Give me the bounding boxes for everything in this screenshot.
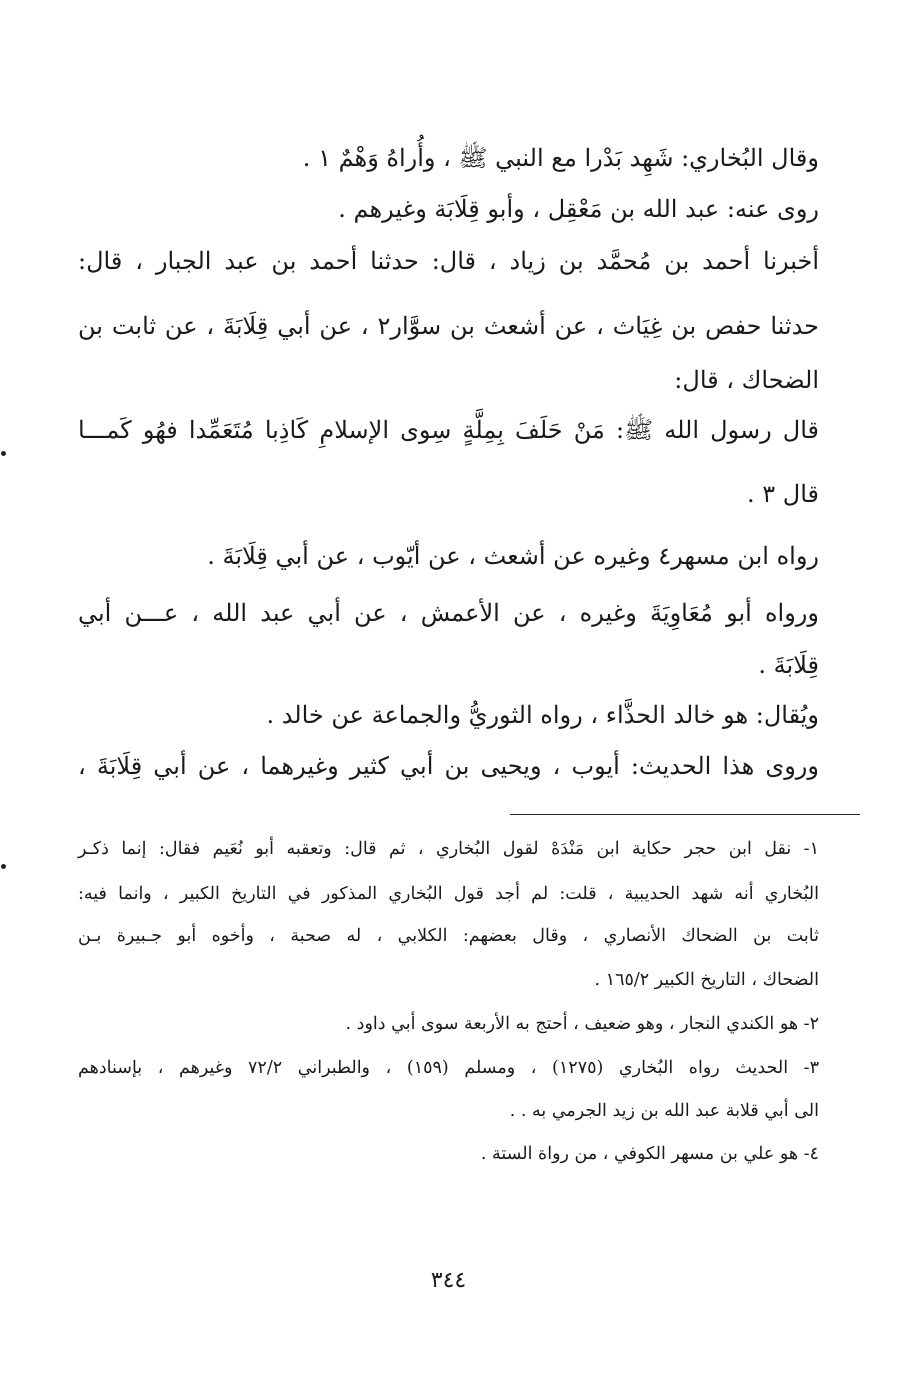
body-line-4: حدثنا حفص بن غِيَاث ، عن أشعث بن سوَّار٢ ، عن أبي قِلَابَةَ ، عن ثابت بن bbox=[78, 312, 819, 340]
footnote-line-2: البُخاري أنه شهد الحديبية ، قلت: لم أجد قول البُخاري المذكور في التاريخ الكبير ، وانما فيه: bbox=[78, 884, 819, 904]
footnote-line-6: ٣- الحديث رواه البُخاري (١٢٧٥) ، ومسلم (١٥٩) ، والطبراني ٧٢/٢ وغيرهم ، بإسنادهم bbox=[78, 1058, 819, 1078]
body-line-9: ورواه أبو مُعَاوِيَةَ وغيره ، عن الأعمش ، عن أبي عبد الله ، عـــن أبي bbox=[78, 599, 819, 627]
footnote-line-8: ٤- هو علي بن مسهر الكوفي ، من رواة الستة . bbox=[480, 1144, 819, 1164]
scan-speck bbox=[1, 451, 6, 456]
footnote-line-4: الضحاك ، التاريخ الكبير ١٦٥/٢ . bbox=[594, 970, 819, 990]
body-line-6: قال رسول الله ﷺ: مَنْ حَلَفَ بِمِلَّةٍ سِوى الإسلامِ كَاذِبا مُتَعَمِّدا فهُو كَمـــا bbox=[78, 416, 819, 444]
footnote-line-3: ثابت بن الضحاك الأنصاري ، وقال بعضهم: الكلابي ، له صحبة ، وأخوه أبو جـبيرة بـن bbox=[78, 926, 819, 946]
body-line-1: وقال البُخاري: شَهِد بَدْرا مع النبي ﷺ ، وأُراهُ وَهْمٌ ١ . bbox=[302, 144, 819, 172]
body-line-10: قِلَابَةَ . bbox=[758, 651, 819, 679]
footnote-separator bbox=[510, 814, 860, 815]
scan-speck bbox=[1, 864, 6, 869]
page-number: ٣٤٤ bbox=[430, 1268, 467, 1293]
footnote-line-5: ٢- هو الكندي النجار ، وهو ضعيف ، أحتج به الأربعة سوى أبي داود . bbox=[345, 1014, 819, 1034]
body-line-12: وروى هذا الحديث: أيوب ، ويحيى بن أبي كثير وغيرهما ، عن أبي قِلَابَةَ ، bbox=[78, 752, 819, 780]
body-line-7: قال ٣ . bbox=[746, 480, 819, 508]
body-line-5: الضحاك ، قال: bbox=[674, 366, 819, 394]
body-line-11: ويُقال: هو خالد الحذَّاء ، رواه الثوريُّ والجماعة عن خالد . bbox=[266, 701, 819, 729]
body-line-3: أخبرنا أحمد بن مُحمَّد بن زياد ، قال: حدثنا أحمد بن عبد الجبار ، قال: bbox=[78, 247, 819, 275]
footnote-line-1: ١- نقل ابن حجر حكاية ابن مَنْدَهْ لقول البُخاري ، ثم قال: وتعقبه أبو نُعَيم فقال: إنما ذكـر bbox=[78, 839, 819, 859]
footnote-line-7: الى أبي قلابة عبد الله بن زيد الجرمي به . . bbox=[509, 1101, 819, 1121]
body-line-8: رواه ابن مسهر٤ وغيره عن أشعث ، عن أيّوب ، عن أبي قِلَابَةَ . bbox=[207, 542, 819, 570]
body-line-2: روى عنه: عبد الله بن مَعْقِل ، وأبو قِلَابَة وغيرهم . bbox=[338, 195, 819, 223]
